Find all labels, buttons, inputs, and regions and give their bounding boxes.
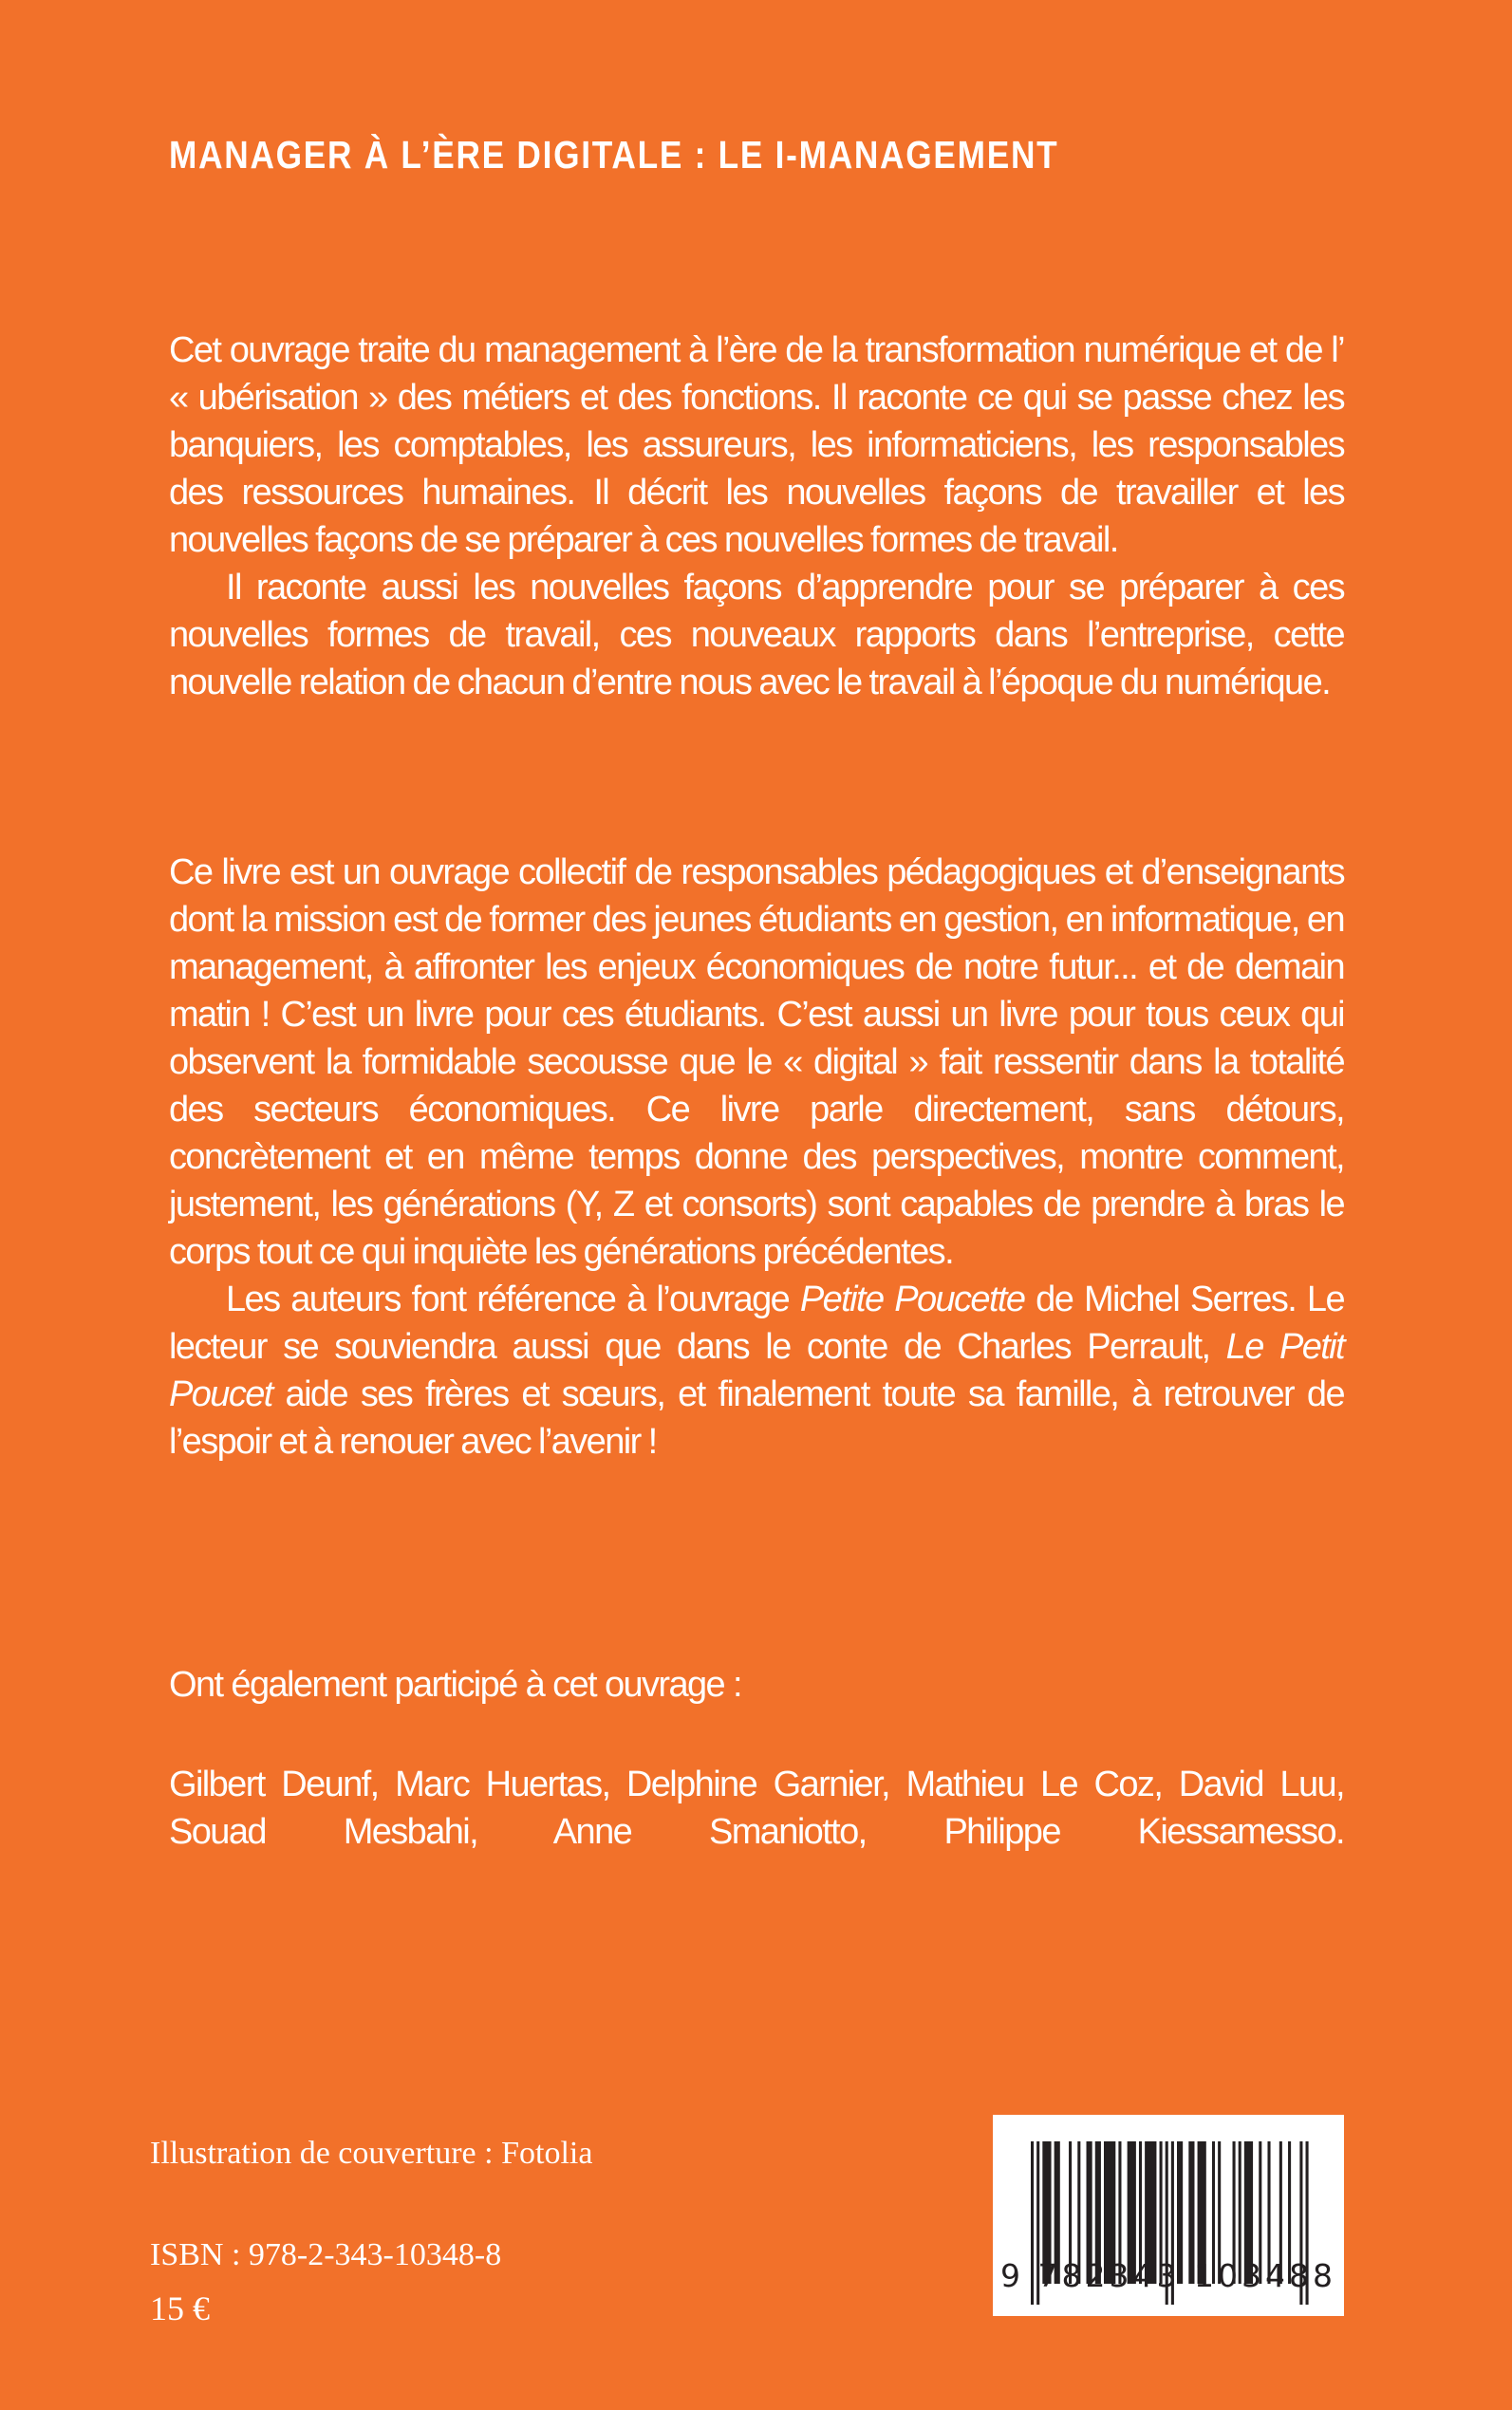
blurb-paragraph-4 — [169, 1276, 1344, 1466]
contributors-list: Gilbert Deunf, Marc Huertas, Delphine Garnier, Mathieu Le Coz, David Luu, Souad Mesbahi, Anne Smaniotto, Philippe Kiessamesso. — [169, 1765, 1344, 1852]
blurb-paragraph-2: Il raconte aussi les nouvelles façons d’apprendre pour se préparer à ces nouvelles formes de travail, ces nouveaux rapports dans l’entreprise, cette nouvelle relation de chacun d’entre nous avec le travail à l’époque du numérique. — [169, 568, 1344, 702]
price: 15 € — [150, 2289, 210, 2327]
barcode-digits: 9 782343 103488 — [1000, 2257, 1336, 2294]
illustration-credit: Illustration de couverture : Fotolia — [150, 2136, 593, 2171]
book-title: MANAGER À L’ÈRE DIGITALE : LE I-MANAGEMENT — [169, 133, 1059, 177]
blurb-paragraph-1: Cet ouvrage traite du management à l’ère de la transformation numérique et de l’ « ubérisation » des métiers et des fonctions. Il raconte ce qui se passe chez les banquiers, les comptables, les assureurs, les informaticiens, les responsables des ressources humaines. Il décrit les nouvelles façons de travailler et les nouvelles façons de se préparer à ces nouvelles formes de travail. — [169, 330, 1344, 560]
book-reference-petit-poucet: Le Petit Poucet — [169, 1327, 1344, 1414]
book-reference-petite-poucette: Petite Poucette — [799, 1280, 1025, 1319]
barcode — [993, 2115, 1344, 2316]
blurb-text: aide ses frères et sœurs, et finalement toute sa famille, à retrouver de l’espoir et à renouer avec l’avenir ! — [169, 1374, 1344, 1462]
blurb-paragraph-3: Ce livre est un ouvrage collectif de responsables pédagogiques et d’enseignants dont la mission est de former des jeunes étudiants en gestion, en informatique, en management, à affronter les enjeux économiques de notre futur... et de demain matin ! C’est un livre pour ces étudiants. C’est aussi un livre pour tous ceux qui observent la formidable secousse que le « digital » fait ressentir dans la totalité des secteurs économiques. Ce livre parle directement, sans détours, concrètement et en même temps donne des perspectives, montre comment, justement, les générations (Y, Z et consorts) sont capables de prendre à bras le corps tout ce qui inquiète les générations précédentes. — [169, 852, 1344, 1272]
blurb-section-2 — [169, 849, 1344, 1466]
blurb-section-1 — [169, 327, 1344, 706]
blurb-text: Les auteurs font référence à l’ouvrage — [226, 1280, 800, 1319]
blurb-text: de Michel Serres. Le lecteur se souviendra aussi que dans le conte de Charles Perrault, — [169, 1280, 1344, 1367]
contributors-heading: Ont également participé à cet ouvrage : — [169, 1665, 741, 1705]
isbn: ISBN : 978-2-343-10348-8 — [150, 2237, 502, 2272]
